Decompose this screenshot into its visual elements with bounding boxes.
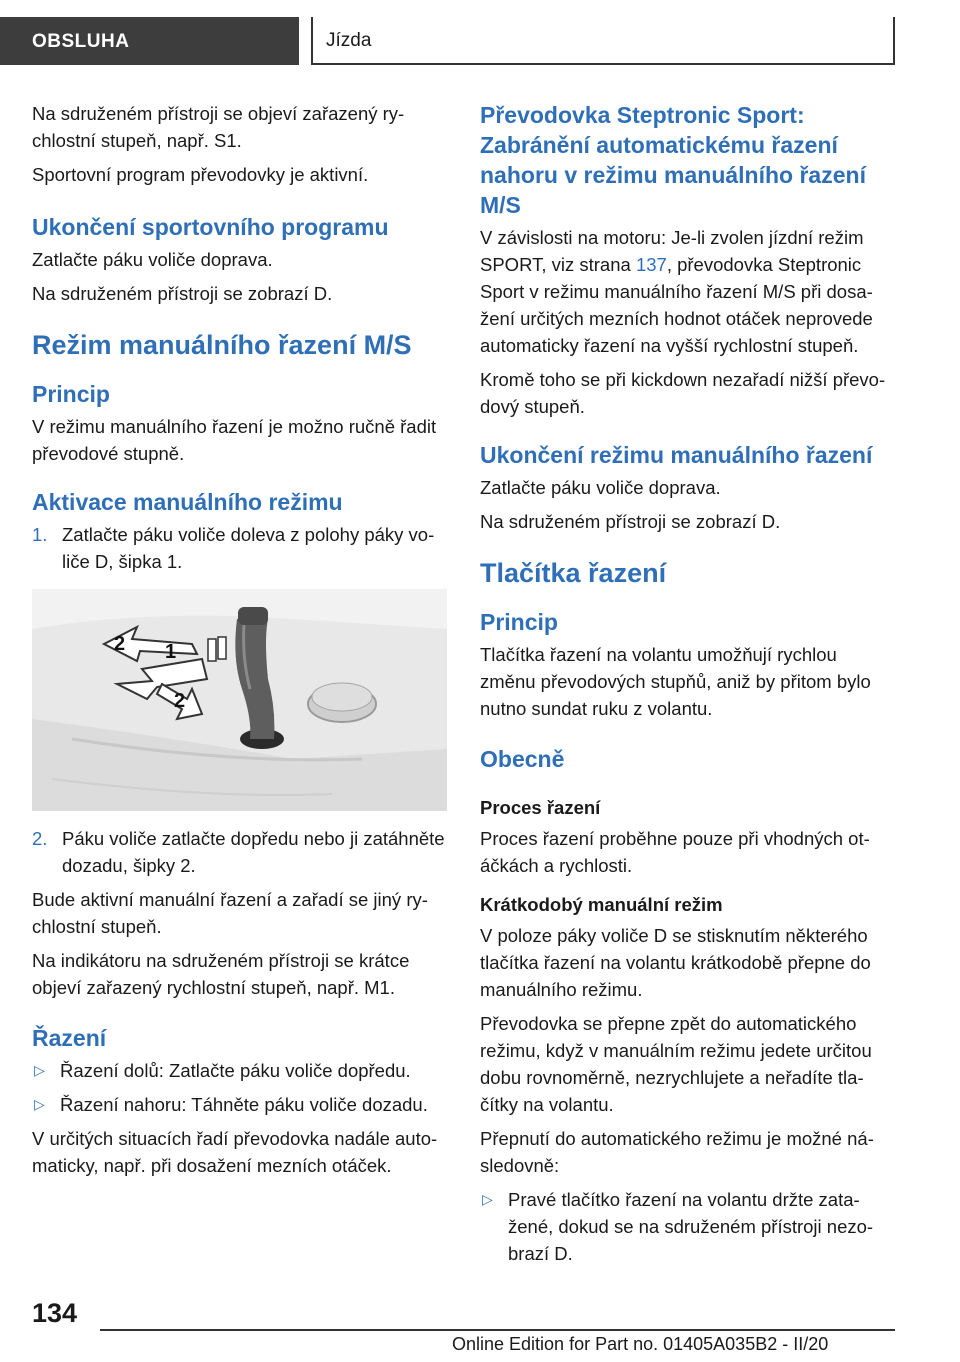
footer-divider [100, 1329, 895, 1331]
triangle-bullet-icon: ▷ [482, 1191, 493, 1207]
list-item [32, 1057, 447, 1084]
text-span: , převodovka Steptronic Sport v režimu manuálního řazení M/S při dosažení určitých mezních hodnot otáček neprovede automaticky řazení na vyšší rychlostní stupeň. [480, 254, 873, 356]
paragraph: Sportovní program převodovky je aktivní. [32, 164, 369, 185]
paragraph: Na indikátoru na sdruženém přístroji se krátce objeví zařazený rychlostní stupeň, např. M1. [32, 950, 410, 998]
gear-selector-illustration [32, 589, 447, 811]
heading-steptronic: Převodovka Steptronic Sport: Zabránění automatickému řazení nahoru v režimu manuálního řazení M/S [480, 102, 866, 218]
paragraph [480, 224, 895, 359]
paragraph: V určitých situacích řadí převodovka nadále automaticky, např. při dosažení mezních otáček. [32, 1128, 438, 1176]
list-item [32, 1091, 447, 1118]
paragraph: Přepnutí do automatického režimu je možné následovně: [480, 1128, 874, 1176]
triangle-bullet-icon: ▷ [34, 1062, 45, 1078]
text-span: V závislosti na motoru: Je-li zvolen jízdní režim SPORT, viz strana [480, 227, 864, 275]
paragraph: V poloze páky voliče D se stisknutím některého tlačítka řazení na volantu krátkodobě přepne do manuálního režimu. [480, 925, 871, 1000]
paragraph: Proces řazení proběhne pouze při vhodných otáčkách a rychlosti. [480, 828, 870, 876]
arrow-label-1: 1 [165, 641, 177, 663]
heading-principle: Princip [480, 609, 558, 635]
edition-note: Online Edition for Part no. 01405A035B2 - II/20 [452, 1334, 829, 1354]
section-title: OBSLUHA [32, 31, 130, 52]
paragraph: Na sdruženém přístroji se zobrazí D. [480, 511, 781, 532]
section-tab [0, 17, 299, 65]
heading-short-manual: Krátkodobý manuální režim [480, 894, 723, 915]
heading-end-sport: Ukončení sportovního programu [32, 214, 389, 240]
paragraph: Na sdruženém přístroji se zobrazí D. [32, 283, 333, 304]
bullet-text: Pravé tlačítko řazení na volantu držte zatažené, dokud se na sdruženém přístroji nezobrazí D. [508, 1189, 874, 1264]
list-item [480, 1186, 895, 1267]
paragraph: Bude aktivní manuální řazení a zařadí se jiný rychlostní stupeň. [32, 889, 428, 937]
arrow-label-2a: 2 [114, 633, 126, 655]
step-text: Páku voliče zatlačte dopředu nebo ji zatáhněte dozadu, šipky 2. [62, 828, 445, 876]
heading-shift-process: Proces řazení [480, 797, 601, 818]
heading-shifting: Řazení [32, 1025, 107, 1051]
step-number: 1. [32, 524, 48, 545]
page-number: 134 [32, 1298, 78, 1328]
left-column [32, 100, 447, 1186]
page-link[interactable]: 137 [635, 254, 667, 275]
heading-activate: Aktivace manuálního režimu [32, 489, 343, 515]
bullet-text: Řazení dolů: Zatlačte páku voliče dopředu. [60, 1060, 411, 1081]
step-text: Zatlačte páku voliče doleva z polohy páky voliče D, šipka 1. [62, 524, 435, 572]
chapter-title: Jízda [326, 30, 372, 51]
chapter-tab [311, 17, 895, 65]
step-number: 2. [32, 828, 48, 849]
heading-principle: Princip [32, 381, 110, 407]
list-item [32, 825, 447, 879]
paragraph: Zatlačte páku voliče doprava. [480, 477, 721, 498]
heading-shift-buttons: Tlačítka řazení [480, 558, 667, 588]
arrow-label-2b: 2 [174, 690, 186, 712]
paragraph: V režimu manuálního řazení je možno ručně řadit převodové stupně. [32, 416, 437, 464]
triangle-bullet-icon: ▷ [34, 1096, 45, 1112]
heading-manual-mode: Režim manuálního řazení M/S [32, 330, 412, 360]
paragraph: Zatlačte páku voliče doprava. [32, 249, 273, 270]
heading-general: Obecně [480, 746, 565, 772]
paragraph: Převodovka se přepne zpět do automatického režimu, když v manuálním režimu jedete určitou dobu rovnoměrně, nezrychlujete a neřadíte tlačítky na volantu. [480, 1013, 872, 1115]
right-column [480, 100, 895, 1274]
paragraph: Kromě toho se při kickdown nezařadí nižší převodový stupeň. [480, 369, 886, 417]
list-item [32, 521, 447, 575]
bullet-text: Řazení nahoru: Táhněte páku voliče dozadu. [60, 1094, 428, 1115]
heading-end-manual: Ukončení režimu manuálního řazení [480, 442, 873, 468]
gear-selector-drawing [32, 589, 447, 811]
paragraph: Na sdruženém přístroji se objeví zařazený rychlostní stupeň, např. S1. [32, 103, 405, 151]
paragraph: Tlačítka řazení na volantu umožňují rychlou změnu převodových stupňů, aniž by přitom bylo nutno sundat ruku z volantu. [480, 644, 871, 719]
